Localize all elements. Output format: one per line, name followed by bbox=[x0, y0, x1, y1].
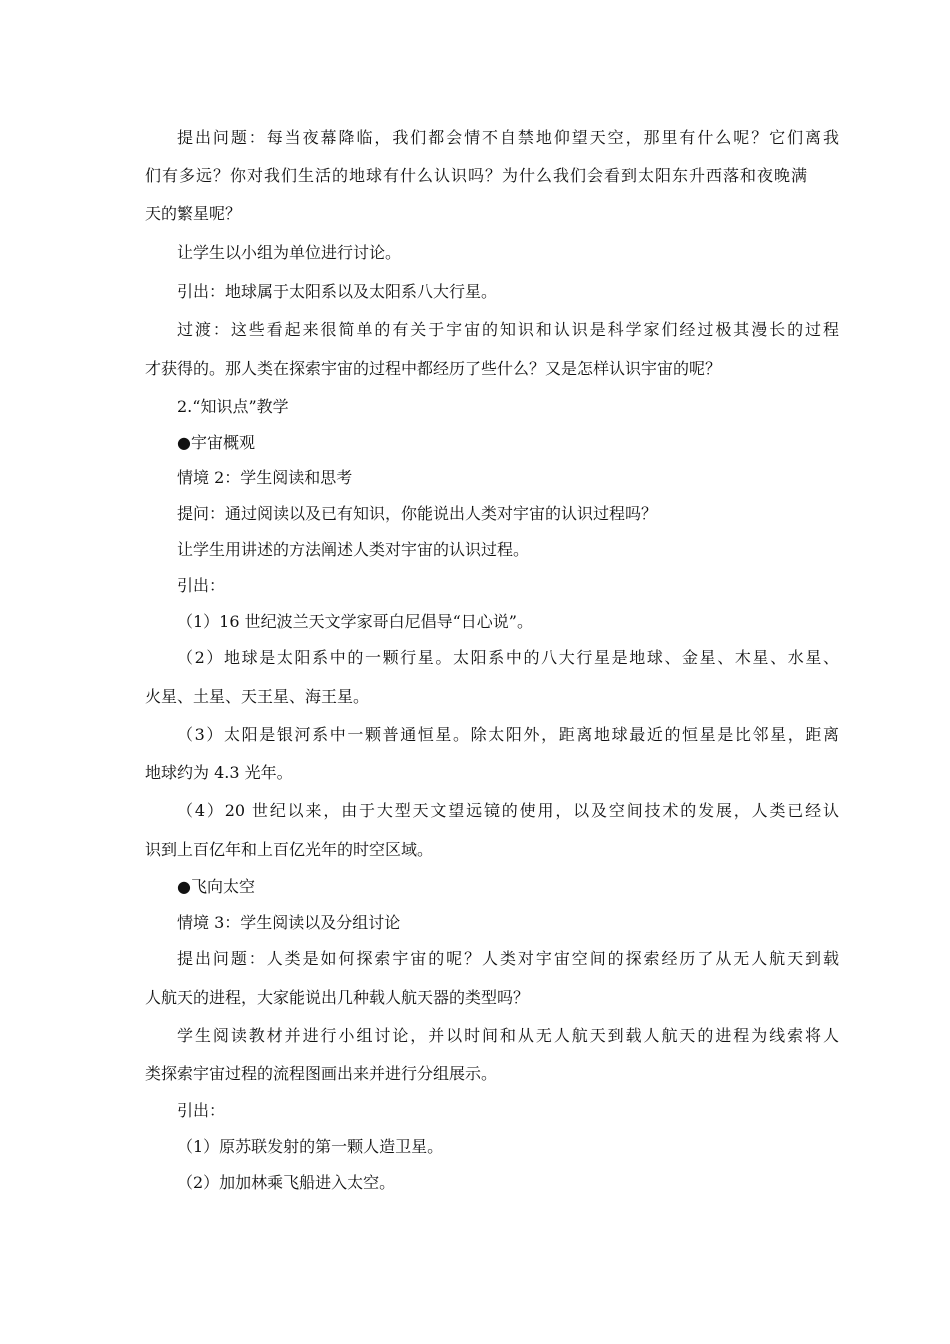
paragraph-line: 才获得的。那人类在探索宇宙的过程中都经历了些什么？又是怎样认识宇宙的呢？ bbox=[145, 359, 722, 378]
paragraph-line: 让学生用讲述的方法阐述人类对宇宙的认识过程。 bbox=[177, 540, 530, 559]
paragraph-line: 提出问题：每当夜幕降临，我们都会情不自禁地仰望天空，那里有什么呢？它们离我 bbox=[177, 128, 839, 147]
list-item: （3）太阳是银河系中一颗普通恒星。除太阳外，距离地球最近的恒星是比邻星，距离 bbox=[177, 725, 839, 744]
paragraph-line: 让学生以小组为单位进行讨论。 bbox=[177, 243, 402, 262]
paragraph-line: 学生阅读教材并进行小组讨论，并以时间和从无人航天到载人航天的进程为线索将人 bbox=[177, 1026, 839, 1045]
list-item: （4）20 世纪以来，由于大型天文望远镜的使用，以及空间技术的发展，人类已经认 bbox=[177, 801, 839, 820]
paragraph-line: 引出： bbox=[177, 576, 226, 595]
list-item-continuation: 地球约为 4.3 光年。 bbox=[145, 763, 293, 782]
list-item: （2）地球是太阳系中的一颗行星。太阳系中的八大行星是地球、金星、木星、水星、 bbox=[177, 648, 839, 667]
paragraph-line: 过渡：这些看起来很简单的有关于宇宙的知识和认识是科学家们经过极其漫长的过程 bbox=[177, 320, 839, 339]
paragraph-line: 提出问题：人类是如何探索宇宙的呢？人类对宇宙空间的探索经历了从无人航天到载 bbox=[177, 949, 839, 968]
paragraph-line: 情境 3：学生阅读以及分组讨论 bbox=[177, 913, 401, 932]
document-page bbox=[145, 0, 839, 1344]
paragraph-line: 人航天的进程，大家能说出几种载人航天器的类型吗？ bbox=[145, 988, 530, 1007]
paragraph-line: 类探索宇宙过程的流程图画出来并进行分组展示。 bbox=[145, 1064, 498, 1083]
paragraph-line: 引出：地球属于太阳系以及太阳系八大行星。 bbox=[177, 282, 498, 301]
paragraph-line: 们有多远？你对我们生活的地球有什么认识吗？为什么我们会看到太阳东升西落和夜晚满 bbox=[145, 166, 807, 185]
paragraph-line: 情境 2：学生阅读和思考 bbox=[177, 468, 353, 487]
section-heading: 2.“知识点”教学 bbox=[177, 397, 289, 416]
list-item: （2）加加林乘飞船进入太空。 bbox=[177, 1173, 396, 1192]
subsection-heading: ●飞向太空 bbox=[177, 877, 255, 896]
list-item-continuation: 火星、土星、天王星、海王星。 bbox=[145, 687, 370, 706]
list-item: （1）16 世纪波兰天文学家哥白尼倡导“日心说”。 bbox=[177, 612, 533, 631]
list-item-continuation: 识到上百亿年和上百亿光年的时空区域。 bbox=[145, 840, 434, 859]
paragraph-line: 引出： bbox=[177, 1101, 226, 1120]
list-item: （1）原苏联发射的第一颗人造卫星。 bbox=[177, 1137, 444, 1156]
paragraph-line: 提问：通过阅读以及已有知识，你能说出人类对宇宙的认识过程吗？ bbox=[177, 504, 658, 523]
paragraph-line: 天的繁星呢？ bbox=[145, 204, 242, 223]
subsection-heading: ●宇宙概观 bbox=[177, 433, 255, 452]
